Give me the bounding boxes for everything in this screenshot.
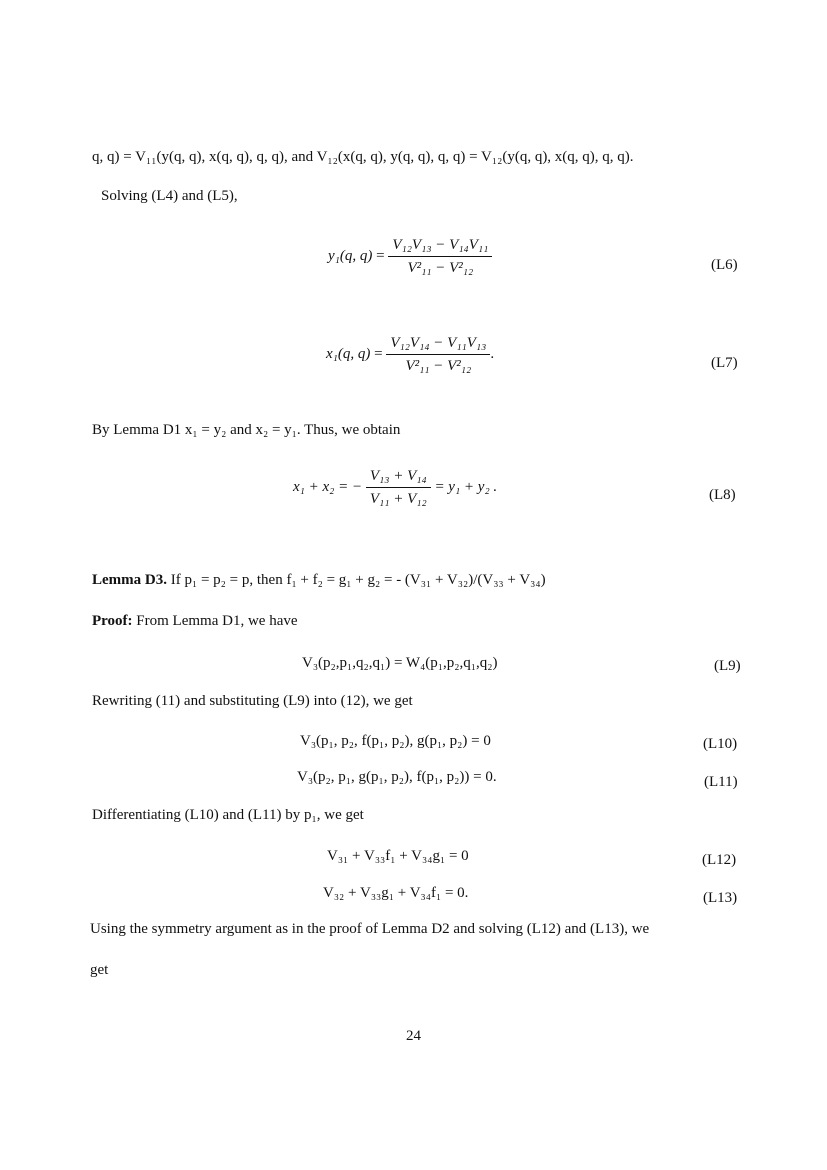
equation-tag-l12: (L12) — [702, 852, 737, 868]
equation-tag-l7: (L7) — [711, 355, 738, 371]
proof-label: Proof: — [92, 613, 133, 629]
page-number: 24 — [406, 1028, 421, 1044]
equation-l13: V₃₂ + V₃₃g₁ + V₃₄f₁ = 0. — [323, 885, 469, 901]
equation-rhs: = y₁ + y₂ . — [434, 478, 498, 495]
text-line-1: q, q) = V₁₁(y(q, q), x(q, q), q, q), and V₁₂(x(q, q), y(q, q), q, q) = V₁₂(y(q, q), x(q, q), q, q). — [92, 149, 634, 165]
equation-tag-l11: (L11) — [704, 774, 738, 790]
equation-tag-l9: (L9) — [714, 658, 741, 674]
text-line-4: Rewriting (11) and substituting (L9) into (12), we get — [92, 693, 413, 709]
fraction — [388, 236, 492, 277]
equation-tag-l13: (L13) — [703, 890, 738, 906]
denominator: V₁₁ + V₁₂ — [369, 491, 427, 507]
equation-lhs: y₁(q, q) — [328, 247, 373, 264]
numerator: V₁₂V₁₃ − V₁₄V₁₁ — [388, 236, 492, 257]
fraction — [386, 334, 490, 375]
equation-tag-l10: (L10) — [703, 736, 738, 752]
lemma-statement: If p₁ = p₂ = p, then f₁ + f₂ = g₁ + g₂ = - (V₃₁ + V₃₂)/(V₃₃ + V₃₄) — [167, 572, 546, 588]
equation-l7: x₁(q, q) = $\frac{\text{V₁₂V₁₄ − V₁₁V₁₃}}{\text{V²₁₁ − V²₁₂}}$ . — [326, 335, 495, 374]
text-line-5: Differentiating (L10) and (L11) by p₁, we get — [92, 807, 364, 823]
equation-l6: y₁(q, q) = $\frac{\text{V₁₂V₁₃ − V₁₄V₁₁}}{\text{V²₁₁ − V²₁₂}}$ — [328, 236, 492, 277]
equation-l8 — [293, 467, 497, 508]
text-line-7: get — [90, 962, 109, 978]
equation-lhs: x₁(q, q) — [326, 345, 371, 362]
numerator: V₁₂V₁₄ − V₁₁V₁₃ — [386, 334, 490, 355]
numerator: V₁₃ + V₁₄ — [366, 467, 431, 488]
equation-tag-l8: (L8) — [709, 487, 736, 503]
lemma-d3 — [92, 571, 546, 589]
equation-l10: V₃(p₁, p₂, f(p₁, p₂), g(p₁, p₂) = 0 — [300, 733, 491, 749]
proof-text: From Lemma D1, we have — [132, 613, 298, 629]
text-line-2: Solving (L4) and (L5), — [101, 188, 238, 204]
equation-tag-l6: (L6) — [711, 257, 738, 273]
proof-line — [92, 612, 298, 630]
text-line-6: Using the symmetry argument as in the proof of Lemma D2 and solving (L12) and (L13), we — [90, 921, 650, 937]
text-line-3: By Lemma D1 x₁ = y₂ and x₂ = y₁. Thus, we obtain — [92, 422, 401, 438]
denominator: V²₁₁ − V²₁₂ — [405, 358, 472, 374]
equation-l9: V₃(p₂,p₁,q₂,q₁) = W₄(p₁,p₂,q₁,q₂) — [302, 655, 498, 671]
equation-lhs: x₁ + x₂ = − — [293, 478, 363, 495]
equation-l12: V₃₁ + V₃₃f₁ + V₃₄g₁ = 0 — [327, 848, 469, 864]
denominator: V²₁₁ − V²₁₂ — [407, 260, 474, 276]
fraction — [366, 467, 431, 508]
lemma-label: Lemma D3. — [92, 572, 167, 588]
equation-l11: V₃(p₂, p₁, g(p₁, p₂), f(p₁, p₂)) = 0. — [297, 769, 497, 785]
